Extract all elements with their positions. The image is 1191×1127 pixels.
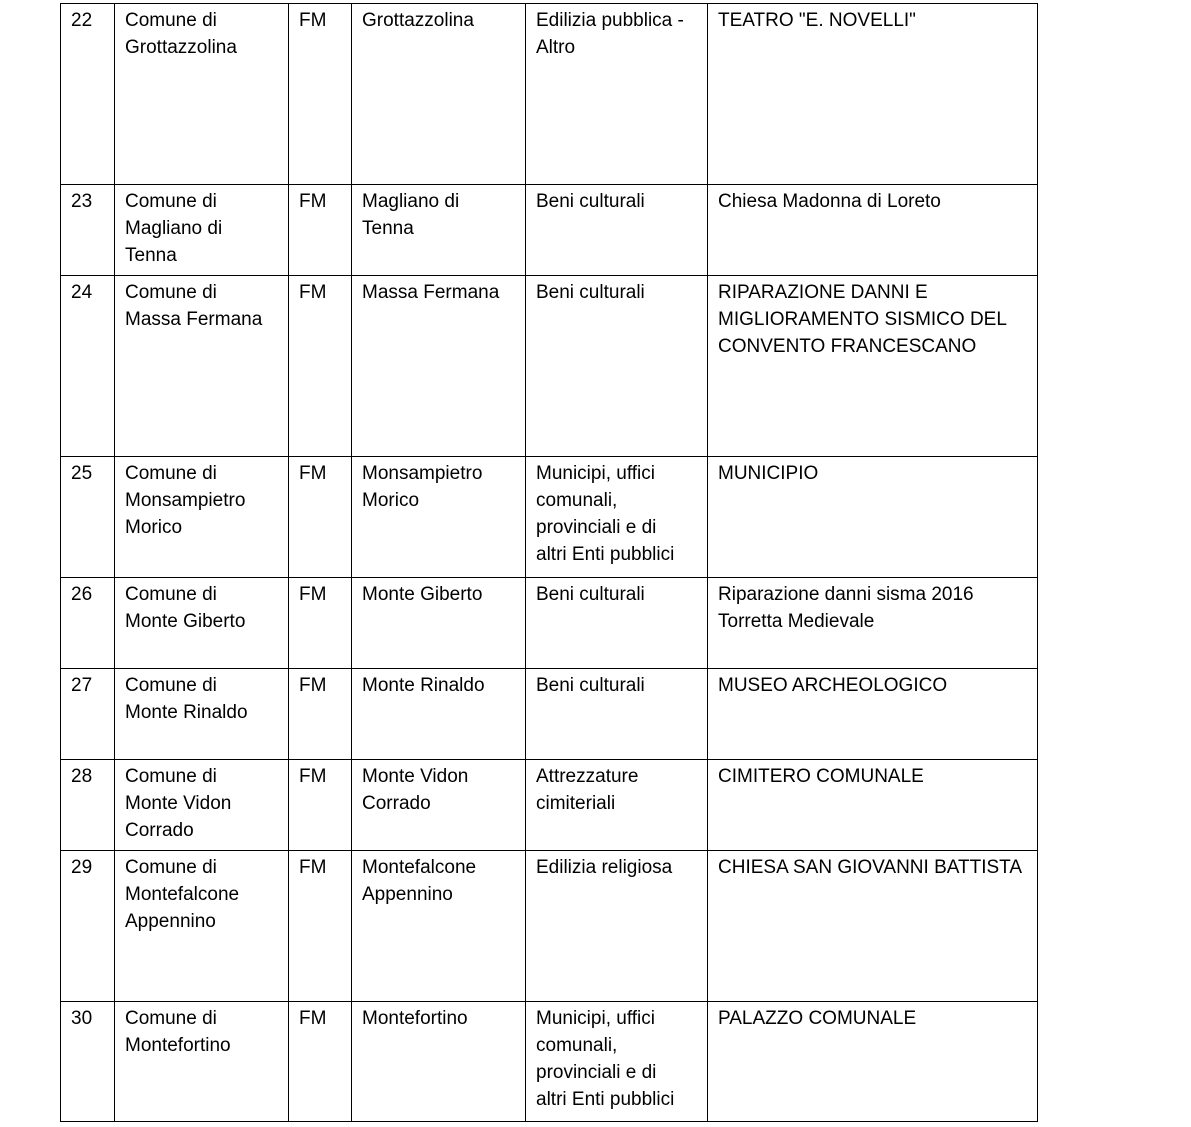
description-cell: CIMITERO COMUNALE: [708, 760, 1038, 851]
description-cell: Riparazione danni sisma 2016 Torretta Medievale: [708, 578, 1038, 669]
row-number: 30: [61, 1002, 115, 1122]
row-number: 25: [61, 457, 115, 578]
table-row: [61, 851, 1038, 1002]
table-row: [61, 276, 1038, 457]
table-row: [61, 669, 1038, 760]
description-cell: MUNICIPIO: [708, 457, 1038, 578]
description-cell: PALAZZO COMUNALE: [708, 1002, 1038, 1122]
municipality-cell: Monte Vidon Corrado: [352, 760, 526, 851]
ente-cell: Comune di Monsampietro Morico: [115, 457, 289, 578]
province-cell: FM: [289, 185, 352, 276]
row-number: 27: [61, 669, 115, 760]
province-cell: FM: [289, 1002, 352, 1122]
ente-cell: Comune di Monte Rinaldo: [115, 669, 289, 760]
description-cell: MUSEO ARCHEOLOGICO: [708, 669, 1038, 760]
table-row: [61, 4, 1038, 185]
ente-cell: Comune di Magliano di Tenna: [115, 185, 289, 276]
category-cell: Beni culturali: [526, 669, 708, 760]
table-body: [61, 4, 1038, 1122]
category-cell: Edilizia pubblica - Altro: [526, 4, 708, 185]
municipality-cell: Montefortino: [352, 1002, 526, 1122]
ente-cell: Comune di Monte Vidon Corrado: [115, 760, 289, 851]
municipality-cell: Monte Giberto: [352, 578, 526, 669]
province-cell: FM: [289, 851, 352, 1002]
ente-cell: Comune di Montefalcone Appennino: [115, 851, 289, 1002]
category-cell: Attrezzature cimiteriali: [526, 760, 708, 851]
row-number: 22: [61, 4, 115, 185]
category-cell: Edilizia religiosa: [526, 851, 708, 1002]
ente-cell: Comune di Monte Giberto: [115, 578, 289, 669]
province-cell: FM: [289, 760, 352, 851]
province-cell: FM: [289, 276, 352, 457]
table-row: [61, 1002, 1038, 1122]
row-number: 29: [61, 851, 115, 1002]
province-cell: FM: [289, 578, 352, 669]
ente-cell: Comune di Massa Fermana: [115, 276, 289, 457]
province-cell: FM: [289, 457, 352, 578]
table-row: [61, 457, 1038, 578]
table-row: [61, 578, 1038, 669]
municipality-cell: Magliano di Tenna: [352, 185, 526, 276]
province-cell: FM: [289, 669, 352, 760]
category-cell: Municipi, uffici comunali, provinciali e di altri Enti pubblici: [526, 457, 708, 578]
row-number: 28: [61, 760, 115, 851]
category-cell: Beni culturali: [526, 578, 708, 669]
description-cell: CHIESA SAN GIOVANNI BATTISTA: [708, 851, 1038, 1002]
municipality-cell: Monsampietro Morico: [352, 457, 526, 578]
description-cell: TEATRO "E. NOVELLI": [708, 4, 1038, 185]
municipality-cell: Grottazzolina: [352, 4, 526, 185]
municipality-cell: Montefalcone Appennino: [352, 851, 526, 1002]
ente-cell: Comune di Grottazzolina: [115, 4, 289, 185]
province-cell: FM: [289, 4, 352, 185]
description-cell: Chiesa Madonna di Loreto: [708, 185, 1038, 276]
municipality-cell: Monte Rinaldo: [352, 669, 526, 760]
table-row: [61, 185, 1038, 276]
row-number: 23: [61, 185, 115, 276]
row-number: 26: [61, 578, 115, 669]
ente-cell: Comune di Montefortino: [115, 1002, 289, 1122]
category-cell: Beni culturali: [526, 276, 708, 457]
description-cell: RIPARAZIONE DANNI E MIGLIORAMENTO SISMICO DEL CONVENTO FRANCESCANO: [708, 276, 1038, 457]
category-cell: Beni culturali: [526, 185, 708, 276]
interventions-table: [60, 3, 1038, 1122]
row-number: 24: [61, 276, 115, 457]
category-cell: Municipi, uffici comunali, provinciali e di altri Enti pubblici: [526, 1002, 708, 1122]
municipality-cell: Massa Fermana: [352, 276, 526, 457]
table-row: [61, 760, 1038, 851]
